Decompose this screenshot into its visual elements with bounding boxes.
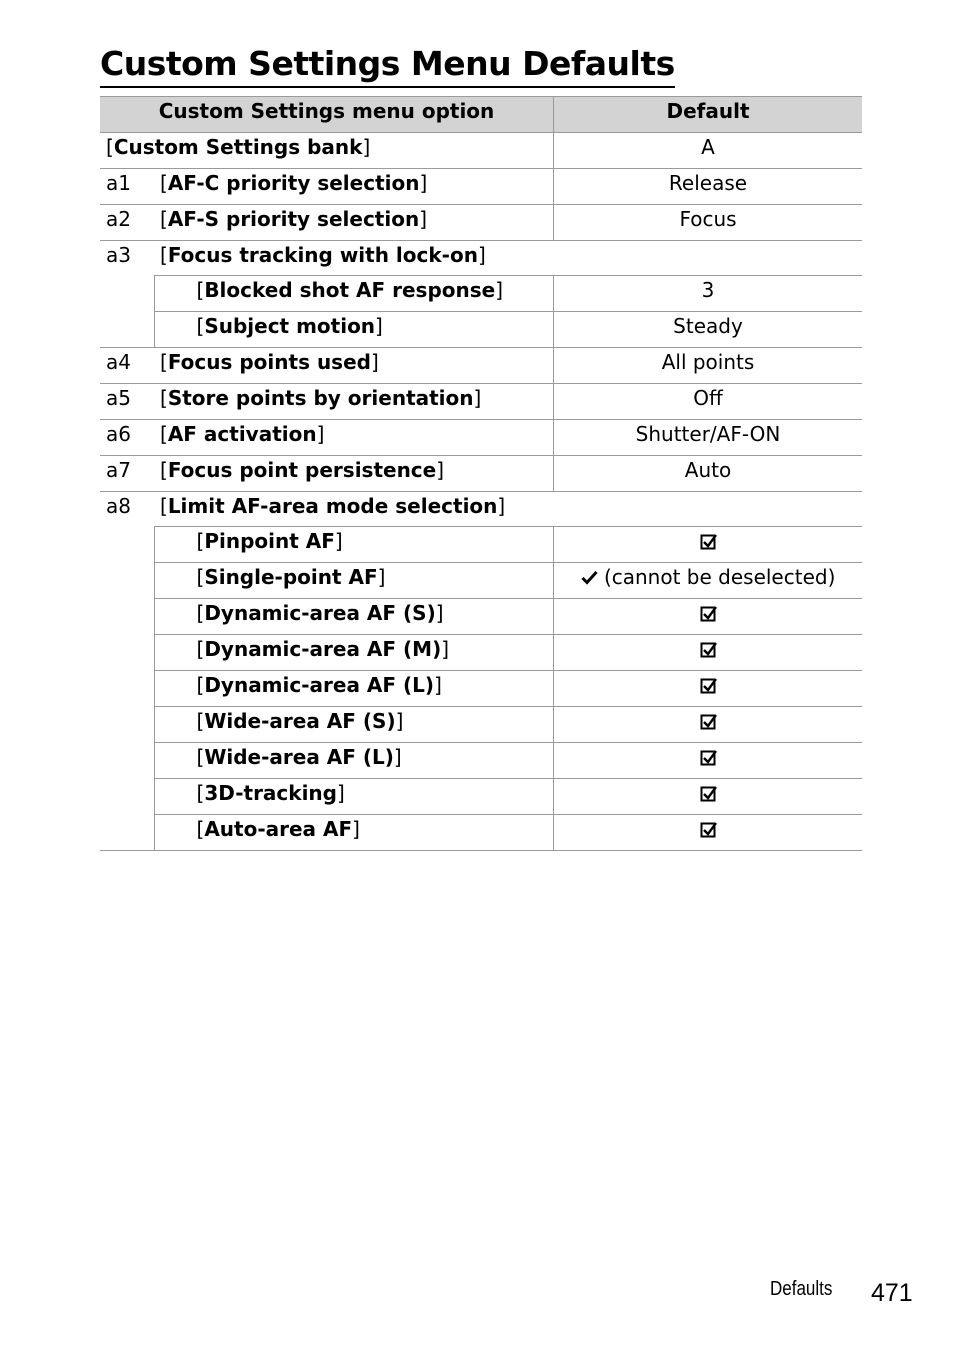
option-cell: [AF activation] (154, 420, 554, 456)
option-cell: [AF-S priority selection] (154, 205, 554, 241)
option-name: Dynamic-area AF (M) (204, 637, 442, 661)
default-value-text: (cannot be deselected) (603, 565, 836, 589)
default-value (554, 707, 863, 743)
option-name: Pinpoint AF (204, 529, 335, 553)
checkbox-checked-icon (700, 641, 717, 658)
option-code: a5 (100, 384, 154, 420)
option-cell: [Custom Settings bank] (100, 133, 554, 169)
option-name: Focus points used (167, 350, 371, 374)
option-cell: [Blocked shot AF response] (191, 276, 554, 312)
indent-cell (154, 743, 191, 779)
custom-settings-defaults-table (100, 96, 862, 851)
option-cell: [Dynamic-area AF (M)] (191, 635, 554, 671)
option-name: Focus point persistence (167, 458, 437, 482)
table-row (100, 205, 862, 241)
option-name: Wide-area AF (L) (204, 745, 394, 769)
option-cell: [Wide-area AF (S)] (191, 707, 554, 743)
option-cell: [Dynamic-area AF (L)] (191, 671, 554, 707)
default-value (554, 527, 863, 563)
default-value: 3 (554, 276, 863, 312)
table-row (100, 815, 862, 851)
option-code: a2 (100, 205, 154, 241)
default-value: Off (554, 384, 863, 420)
table-row (100, 743, 862, 779)
option-cell: [Limit AF-area mode selection] (154, 492, 862, 527)
default-value: Auto (554, 456, 863, 492)
table-row (100, 169, 862, 205)
option-code: a3 (100, 241, 154, 348)
option-cell: [Store points by orientation] (154, 384, 554, 420)
option-code: a1 (100, 169, 154, 205)
checkbox-checked-icon (700, 821, 717, 838)
default-value: Shutter/AF-ON (554, 420, 863, 456)
default-value (554, 635, 863, 671)
default-value (554, 671, 863, 707)
option-cell: [Focus tracking with lock-on] (154, 241, 862, 276)
page-number: 471 (871, 1279, 913, 1307)
default-value: Focus (554, 205, 863, 241)
indent-cell (154, 276, 191, 312)
option-code: a4 (100, 348, 154, 384)
option-name: Limit AF-area mode selection (167, 494, 498, 518)
indent-cell (154, 671, 191, 707)
table-row (100, 133, 862, 169)
indent-cell (154, 312, 191, 348)
indent-cell (154, 707, 191, 743)
option-name: Blocked shot AF response (204, 278, 496, 302)
option-cell: [Dynamic-area AF (S)] (191, 599, 554, 635)
default-value (554, 743, 863, 779)
option-code: a8 (100, 492, 154, 851)
option-name: AF activation (167, 422, 317, 446)
table-row (100, 527, 862, 563)
checkbox-checked-icon (700, 713, 717, 730)
table-header-row (100, 97, 862, 133)
option-name: AF-C priority selection (167, 171, 420, 195)
option-name: AF-S priority selection (167, 207, 420, 231)
option-name: Store points by orientation (167, 386, 474, 410)
indent-cell (154, 599, 191, 635)
option-cell: [Focus points used] (154, 348, 554, 384)
header-option: Custom Settings menu option (100, 97, 554, 133)
default-value (554, 815, 863, 851)
table-row (100, 312, 862, 348)
option-name: Auto-area AF (204, 817, 353, 841)
option-name: Focus tracking with lock-on (167, 243, 478, 267)
default-value (554, 779, 863, 815)
default-value: Release (554, 169, 863, 205)
option-cell: [AF-C priority selection] (154, 169, 554, 205)
option-cell: [Pinpoint AF] (191, 527, 554, 563)
table-row (100, 635, 862, 671)
table-row (100, 384, 862, 420)
indent-cell (154, 527, 191, 563)
checkbox-checked-icon (700, 785, 717, 802)
option-name: Dynamic-area AF (S) (204, 601, 436, 625)
checkbox-checked-icon (700, 605, 717, 622)
option-cell: [Wide-area AF (L)] (191, 743, 554, 779)
indent-cell (154, 635, 191, 671)
table-row (100, 563, 862, 599)
table-row (100, 599, 862, 635)
header-default: Default (554, 97, 863, 133)
footer-section-label: Defaults (770, 1278, 833, 1300)
option-cell: [3D-tracking] (191, 779, 554, 815)
table-row (100, 420, 862, 456)
option-name: Dynamic-area AF (L) (204, 673, 435, 697)
table-row (100, 276, 862, 312)
option-name: Subject motion (204, 314, 376, 338)
indent-cell (154, 563, 191, 599)
option-code: a6 (100, 420, 154, 456)
default-value (554, 599, 863, 635)
option-cell: [Auto-area AF] (191, 815, 554, 851)
table-row (100, 348, 862, 384)
table-row (100, 779, 862, 815)
page-title: Custom Settings Menu Defaults (100, 42, 675, 88)
option-name: Wide-area AF (S) (204, 709, 396, 733)
option-code: a7 (100, 456, 154, 492)
table-row (100, 241, 862, 276)
option-name: 3D-tracking (204, 781, 337, 805)
table-row (100, 671, 862, 707)
option-name: Single-point AF (204, 565, 378, 589)
default-value: Steady (554, 312, 863, 348)
checkbox-checked-icon (700, 749, 717, 766)
option-cell: [Subject motion] (191, 312, 554, 348)
default-value: All points (554, 348, 863, 384)
table-row (100, 707, 862, 743)
option-name: Custom Settings bank (113, 135, 363, 159)
table-row (100, 492, 862, 527)
default-value (554, 563, 863, 599)
option-cell: [Focus point persistence] (154, 456, 554, 492)
default-value: A (554, 133, 863, 169)
indent-cell (154, 815, 191, 851)
indent-cell (154, 779, 191, 815)
checkbox-checked-icon (700, 677, 717, 694)
checkbox-checked-icon (700, 533, 717, 550)
checkmark-icon (581, 570, 598, 585)
option-cell: [Single-point AF] (191, 563, 554, 599)
table-row (100, 456, 862, 492)
